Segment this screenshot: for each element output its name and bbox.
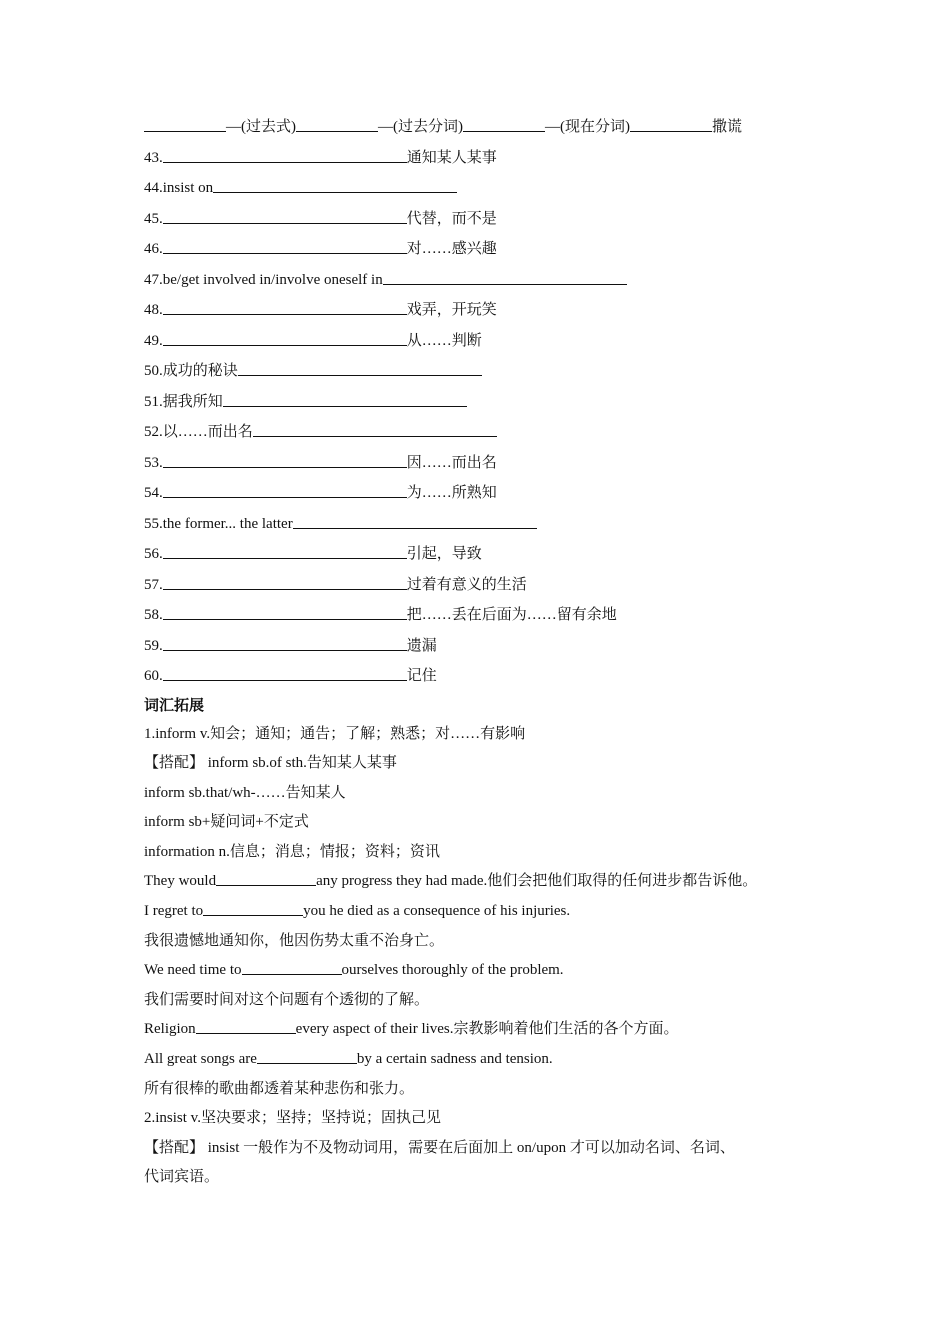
sentence-start: They would: [144, 873, 217, 890]
blank[interactable]: [293, 511, 537, 529]
item-meaning: 把……丢在后面为……留有余地: [406, 607, 617, 623]
item-53: [144, 448, 834, 479]
item-meaning: 从……判断: [406, 332, 482, 349]
label-past-participle: —(过去分词): [378, 119, 463, 135]
blank[interactable]: [630, 114, 712, 132]
item-meaning: 戏弄，开玩笑: [406, 302, 497, 318]
item-43: [144, 143, 834, 174]
item-meaning: 记住: [406, 668, 437, 684]
item-prefix: 50.成功的秘诀: [144, 363, 238, 379]
item-56: [144, 539, 834, 570]
item-prefix: 48.: [144, 302, 163, 318]
item-57: [144, 570, 834, 601]
item-49: [144, 326, 834, 357]
blank[interactable]: [257, 1046, 357, 1064]
blank[interactable]: [163, 480, 407, 498]
blank[interactable]: [223, 389, 467, 407]
item-meaning: 为……所熟知: [406, 485, 497, 501]
sentence-start: Religion: [144, 1021, 196, 1038]
translation-line: 我们需要时间对这个问题有个透彻的了解。: [144, 991, 430, 1008]
blank[interactable]: [253, 419, 497, 437]
blank[interactable]: [238, 358, 482, 376]
blank[interactable]: [463, 114, 545, 132]
item-50: [144, 356, 834, 387]
vocab-line: information n.信息；消息；情报；资料；资讯: [144, 843, 440, 860]
item-52: [144, 417, 834, 448]
item-prefix: 59.: [144, 637, 163, 654]
blank[interactable]: [216, 868, 316, 886]
sentence-end: by a certain sadness and tension.: [356, 1051, 553, 1068]
sentence-end: any progress they had made.他们会把他们取得的任何进步都告诉他。: [316, 873, 758, 890]
item-meaning: 遗漏: [406, 637, 437, 654]
line-lie-forms: [144, 112, 834, 143]
vocab-line: 代词宾语。: [144, 1169, 220, 1186]
blank[interactable]: [163, 145, 407, 163]
sentence-start: We need time to: [144, 962, 242, 979]
sentence-start: I regret to: [144, 903, 204, 920]
blank[interactable]: [242, 957, 342, 975]
example-sentence: [144, 867, 834, 897]
sentence-end: you he died as a consequence of his injuries.: [303, 903, 571, 920]
example-sentence: [144, 956, 834, 986]
vocab-line: 【搭配】 insist 一般作为不及物动词用，需要在后面加上 on/upon 才可以加动名词、名词、: [144, 1139, 735, 1156]
item-46: [144, 234, 834, 265]
item-meaning: 通知某人某事: [406, 149, 497, 166]
item-prefix: 60.: [144, 668, 163, 684]
item-prefix: 44.insist on: [144, 180, 214, 196]
blank[interactable]: [163, 328, 407, 346]
item-51: [144, 387, 834, 418]
blank[interactable]: [163, 663, 407, 681]
sentence-start: All great songs are: [144, 1051, 257, 1068]
blank[interactable]: [163, 633, 407, 651]
item-47: [144, 265, 834, 296]
item-45: [144, 204, 834, 235]
item-prefix: 43.: [144, 149, 163, 166]
item-44: [144, 173, 834, 204]
item-54: [144, 478, 834, 509]
worksheet-page: [144, 112, 834, 1193]
sentence-end: every aspect of their lives.宗教影响着他们生活的各个方面。: [295, 1021, 679, 1038]
item-prefix: 52.以……而出名: [144, 424, 253, 440]
item-prefix: 47.be/get involved in/involve oneself in: [144, 271, 383, 288]
blank[interactable]: [163, 236, 407, 254]
blank[interactable]: [203, 898, 303, 916]
blank[interactable]: [163, 602, 407, 620]
item-60: [144, 661, 834, 692]
blank[interactable]: [163, 541, 407, 559]
item-prefix: 45.: [144, 210, 163, 227]
blank[interactable]: [163, 450, 407, 468]
blank[interactable]: [144, 114, 226, 132]
item-55: [144, 509, 834, 540]
blank[interactable]: [196, 1016, 296, 1034]
label-past-tense: —(过去式): [226, 119, 296, 135]
item-prefix: 53.: [144, 454, 163, 471]
item-meaning: 代替，而不是: [406, 210, 497, 227]
blank[interactable]: [213, 175, 457, 193]
sentence-end: ourselves thoroughly of the problem.: [341, 962, 564, 979]
item-meaning: 过着有意义的生活: [406, 576, 527, 593]
item-48: [144, 295, 834, 326]
item-prefix: 58.: [144, 607, 163, 623]
item-prefix: 56.: [144, 546, 163, 562]
example-sentence: [144, 1015, 834, 1045]
blank[interactable]: [296, 114, 378, 132]
blank[interactable]: [163, 297, 407, 315]
vocab-line: 2.insist v.坚决要求；坚持；坚持说；固执己见: [144, 1110, 441, 1127]
section-heading: 词汇拓展: [144, 697, 205, 714]
item-prefix: 51.据我所知: [144, 393, 223, 410]
blank[interactable]: [163, 572, 407, 590]
translation-line: 我很遗憾地通知你，他因伤势太重不治身亡。: [144, 932, 445, 949]
item-prefix: 57.: [144, 576, 163, 593]
item-prefix: 46.: [144, 241, 163, 257]
item-58: [144, 600, 834, 631]
label-meaning: 撒谎: [712, 119, 743, 135]
vocab-line: inform sb.that/wh-……告知某人: [144, 784, 346, 801]
blank[interactable]: [163, 206, 407, 224]
blank[interactable]: [383, 267, 627, 285]
item-prefix: 49.: [144, 332, 163, 349]
item-meaning: 引起，导致: [406, 546, 482, 562]
item-prefix: 55.the former... the latter: [144, 515, 293, 532]
example-sentence: [144, 897, 834, 927]
vocab-line: inform sb+疑问词+不定式: [144, 814, 309, 831]
translation-line: 所有很棒的歌曲都透着某种悲伤和张力。: [144, 1080, 415, 1097]
label-present-participle: —(现在分词): [545, 119, 630, 135]
vocab-line: 1.inform v.知会；通知；通告；了解；熟悉；对……有影响: [144, 725, 526, 742]
item-meaning: 对……感兴趣: [406, 241, 497, 257]
item-meaning: 因……而出名: [406, 454, 497, 471]
example-sentence: [144, 1045, 834, 1075]
item-prefix: 54.: [144, 485, 163, 501]
item-59: [144, 631, 834, 662]
vocab-line: 【搭配】 inform sb.of sth.告知某人某事: [144, 755, 397, 772]
